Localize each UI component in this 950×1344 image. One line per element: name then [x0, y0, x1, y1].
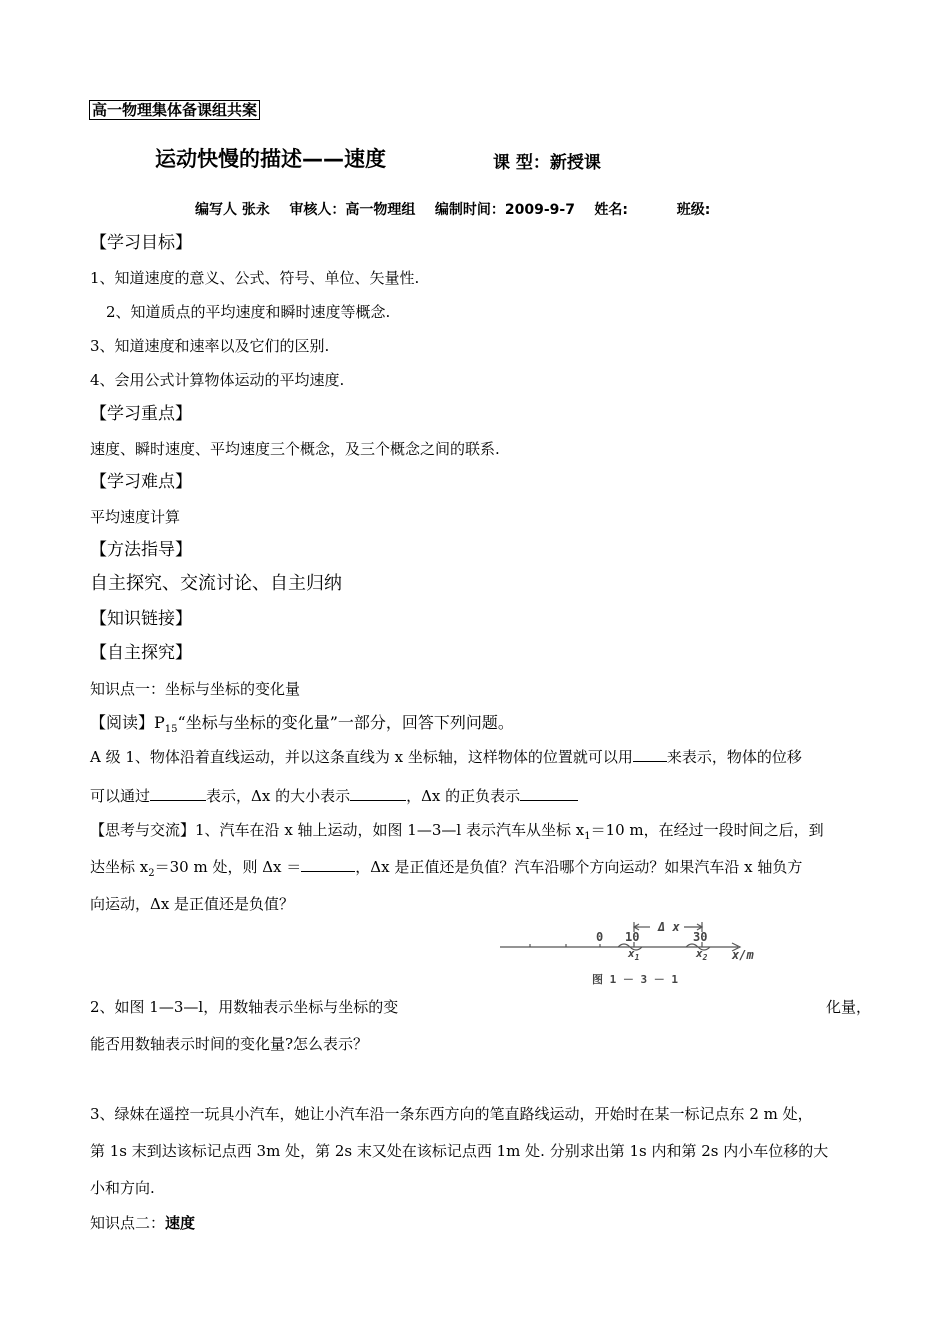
tick-label-0: 0 [596, 930, 604, 944]
question-2-line2: 能否用数轴表示时间的变化量?怎么表示？ [90, 1035, 369, 1053]
think-part2: ＝10 m，在经过一段时间之后，到 [590, 821, 824, 839]
question-a1-part1: A 级 1、物体沿着直线运动，并以这条直线为 x 坐标轴，这样物体的位置就可以用 [90, 748, 633, 766]
tick-label-30: 30 [693, 930, 708, 944]
x2-label: $x_2$ [696, 947, 708, 962]
figure-caption: 图 1 － 3 － 1 [592, 973, 678, 986]
question-a1-part5: ，Δx 的正负表示 [406, 787, 521, 805]
knowledge-point-1: 知识点一：坐标与坐标的变化量 [90, 680, 301, 698]
think-line3: 向运动，Δx 是正值还是负值？ [90, 895, 295, 913]
page-title: 运动快慢的描述——速度 [155, 147, 386, 171]
question-2-part2: 化量， [826, 998, 872, 1016]
answer-blank[interactable] [520, 786, 578, 801]
explore-heading: 【自主探究】 [90, 643, 192, 663]
answer-blank[interactable] [350, 786, 406, 801]
goal-4: 4、会用公式计算物体运动的平均速度. [90, 371, 345, 389]
lesson-type: 课 型：新授课 [493, 153, 601, 173]
number-line-figure [500, 915, 770, 990]
question-2-part1: 2、如图 1—3—l，用数轴表示坐标与坐标的变 [90, 998, 399, 1016]
goal-3: 3、知道速度和速率以及它们的区别. [90, 337, 330, 355]
question-3-line3: 小和方向. [90, 1179, 155, 1197]
group-label: 高一物理集体备课组共案 [89, 100, 260, 120]
answer-blank[interactable] [150, 786, 206, 801]
answer-blank[interactable] [301, 857, 355, 872]
delta-label: Δ x [658, 920, 680, 934]
reading-label: 【阅读】P [90, 713, 165, 732]
knowledge-point-2-topic: 速度 [165, 1214, 196, 1232]
think-part4: ＝30 m 处，则 Δx ＝ [154, 858, 302, 876]
goal-1: 1、知道速度的意义、公式、符号、单位、矢量性. [90, 269, 420, 287]
question-a1-part3: 可以通过 [90, 787, 151, 805]
author-meta: 编写人 张永 审核人：高一物理组 编制时间：2009-9-7 姓名: 班级: [195, 202, 711, 218]
answer-blank[interactable] [633, 747, 667, 762]
knowledge-point-2 [90, 1212, 195, 1234]
knowledge-point-2-label: 知识点二： [90, 1214, 166, 1232]
question-a1-part4: 表示，Δx 的大小表示 [206, 787, 351, 805]
key-text: 速度、瞬时速度、平均速度三个概念，及三个概念之间的联系. [90, 440, 500, 458]
think-sub1: 1 [584, 831, 591, 842]
reading-instruction [90, 712, 514, 741]
question-a1-line2 [90, 785, 578, 807]
think-line1 [90, 819, 824, 848]
think-part3: 达坐标 x [90, 858, 149, 876]
goal-2: 2、知道质点的平均速度和瞬时速度等概念. [106, 303, 391, 321]
difficulty-text: 平均速度计算 [90, 508, 181, 526]
think-part5: ，Δx 是正值还是负值？汽车沿哪个方向运动？如果汽车沿 x 轴负方 [355, 858, 803, 876]
key-heading: 【学习重点】 [90, 404, 192, 424]
question-a1-part2: 来表示，物体的位移 [666, 748, 802, 766]
think-sub2: 2 [148, 868, 155, 879]
method-text: 自主探究、交流讨论、自主归纳 [90, 573, 342, 594]
goals-heading: 【学习目标】 [90, 233, 192, 253]
think-part1: 【思考与交流】1、汽车在沿 x 轴上运动，如图 1—3—l 表示汽车从坐标 x [90, 821, 585, 839]
link-heading: 【知识链接】 [90, 609, 192, 629]
reading-page: 15 [164, 724, 178, 736]
axis-unit-label: x/m [732, 948, 754, 962]
difficulty-heading: 【学习难点】 [90, 472, 192, 492]
question-a1-line1 [90, 746, 802, 768]
question-3-line2: 第 1s 末到达该标记点西 3m 处，第 2s 末又处在该标记点西 1m 处. 分别求出第 1s 内和第 2s 内小车位移的大 [90, 1142, 829, 1160]
x1-label: $x_1$ [628, 947, 640, 962]
think-line2 [90, 856, 802, 885]
reading-text: “坐标与坐标的变化量”一部分，回答下列问题。 [177, 713, 514, 732]
tick-label-10: 10 [625, 930, 640, 944]
method-heading: 【方法指导】 [90, 540, 192, 560]
question-3-line1: 3、绿妹在遥控一玩具小汽车，她让小汽车沿一条东西方向的笔直路线运动，开始时在某一标记点东 2 m 处， [90, 1105, 813, 1123]
